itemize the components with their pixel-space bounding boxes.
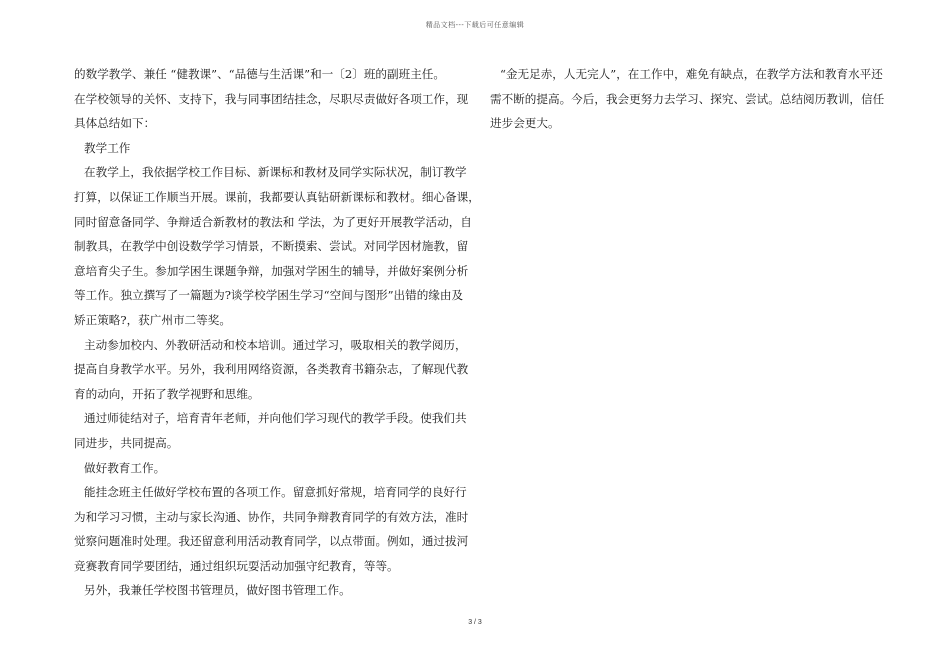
right-column xyxy=(490,62,885,136)
text-line: 具体总结如下： xyxy=(74,116,156,131)
left-column xyxy=(74,62,480,603)
text-line: 同时留意备同学、争辩适合新教材的教法和 学法，为了更好开展教学活动，自 xyxy=(74,214,472,229)
text-line: 同进步，共同提高。 xyxy=(74,435,179,450)
text-line: 矫正策略?，获广州市二等奖。 xyxy=(74,312,231,327)
text-line: 另外，我兼任学校图书管理员，做好图书管理工作。 xyxy=(84,583,351,598)
page-number: 3 / 3 xyxy=(468,619,482,626)
text-line: 意培育尖子生。参加学困生课题争辩，加强对学困生的辅导，并做好案例分析 xyxy=(74,263,469,278)
text-line: 通过师徒结对子，培育青年老师，并向他们学习现代的教学手段。使我们共 xyxy=(84,411,467,426)
text-line: 觉察问题准时处理。我还留意利用活动教育同学，以点带面。例如，通过拔河 xyxy=(74,534,469,549)
text-line: 主动参加校内、外教研活动和校本培训。通过学习，吸取相关的教学阅历， xyxy=(84,337,467,352)
text-line: 做好教育工作。 xyxy=(84,460,166,475)
text-line: 在教学上，我依据学校工作目标、新课标和教材及同学实际状况，制订教学 xyxy=(84,165,467,180)
text-line: “金无足赤，人无完人”，在工作中，难免有缺点，在教学方法和教育水平还 xyxy=(500,67,883,81)
text-line: 能挂念班主任做好学校布置的各项工作。留意抓好常规，培育同学的良好行 xyxy=(84,485,467,500)
text-line: 教学工作 xyxy=(84,140,131,155)
text-line: 育的动向，开拓了教学视野和思维。 xyxy=(74,386,260,401)
page-header: 精品文档---下载后可任意编辑 xyxy=(425,21,525,29)
text-line: 为和学习习惯，主动与家长沟通、协作，共同争辩教育同学的有效方法，准时 xyxy=(74,509,469,524)
text-line: 在学校领导的关怀、支持下，我与同事团结挂念，尽职尽责做好各项工作，现 xyxy=(74,91,469,106)
text-line: 进步会更大。 xyxy=(490,116,560,131)
text-line: 竞赛教育同学要团结，通过组织玩耍活动加强守纪教育，等等。 xyxy=(74,558,399,573)
text-line: 提高自身教学水平。另外，我利用网络资源，各类教育书籍杂志，了解现代教 xyxy=(74,362,469,377)
text-line: 等工作。独立撰写了一篇题为?谈学校学困生学习“空间与图形”出错的缘由及 xyxy=(74,288,464,303)
text-line: 打算，以保证工作顺当开展。课前，我都要认真钻研新课标和教材。细心备课， xyxy=(74,189,480,204)
text-line: 制教具，在教学中创设数学学习情景，不断摸索、尝试。对同学因材施教，留 xyxy=(74,239,469,254)
text-line: 需不断的提高。今后，我会更努力去学习、探究、尝试。总结阅历教训，信任 xyxy=(490,91,885,106)
text-line: 的数学教学、兼任 “健教课”、“品德与生活课”和一〔2〕班的副班主任。 xyxy=(74,67,445,81)
